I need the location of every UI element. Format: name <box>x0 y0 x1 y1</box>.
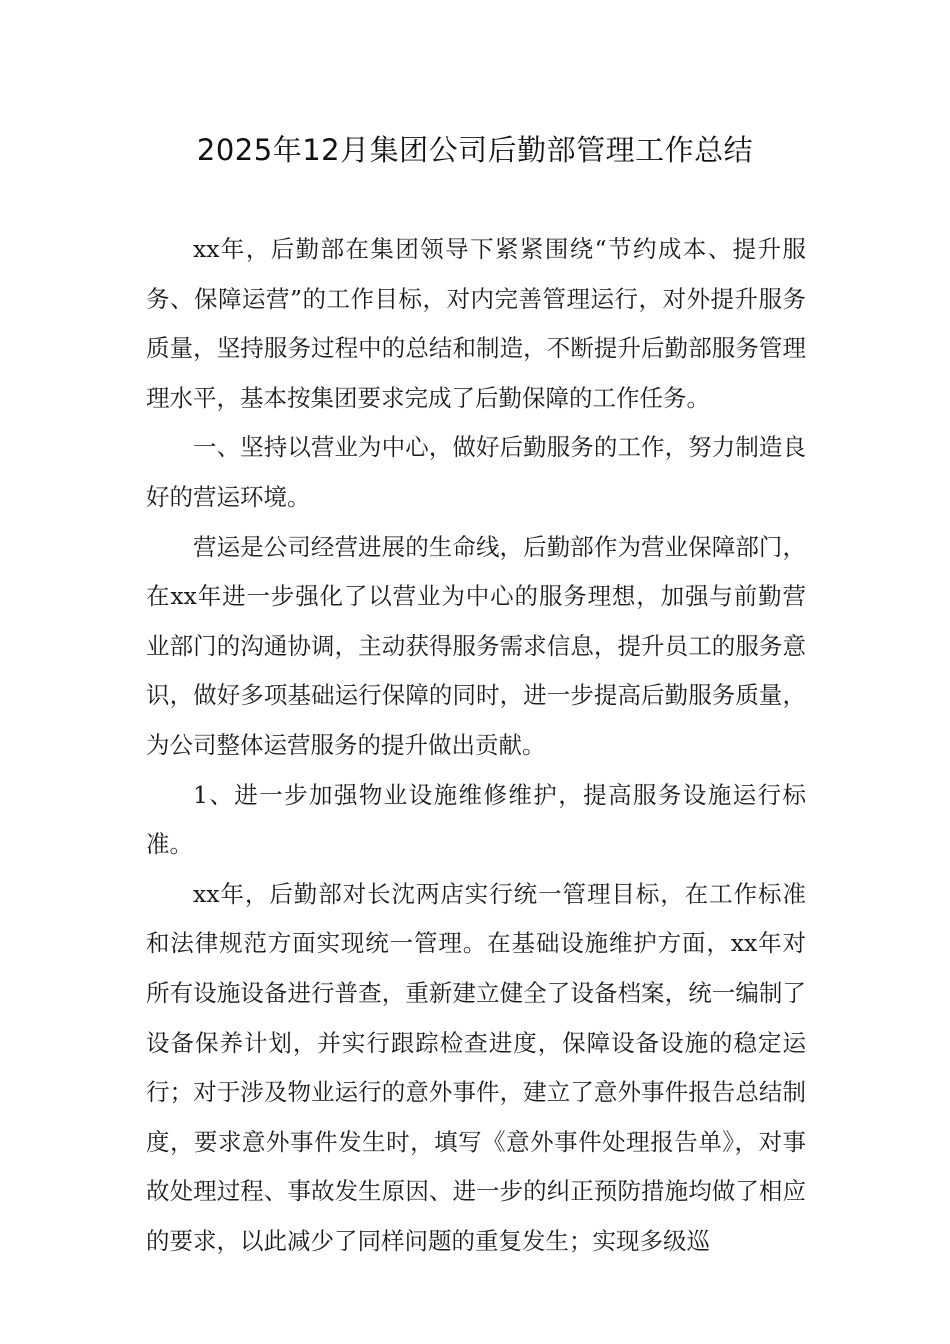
document-body <box>146 225 806 1266</box>
subsection-heading-1: 1、进一步加强物业设施维修维护，提高服务设施运行标准。 <box>146 780 806 859</box>
paragraph-maintenance: xx年，后勤部对长沈两店实行统一管理目标，在工作标准和法律规范方面实现统一管理。在基础设施维护方面，xx年对所有设施设备进行普查，重新建立健全了设备档案，统一编制了设备保养计划，并实行跟踪检查进度，保障设备设施的稳定运行；对于涉及物业运行的意外事件，建立了意外事件报告总结制度，要求意外事件发生时，填写《意外事件处理报告单》，对事故处理过程、事故发生原因、进一步的纠正预防措施均做了相应的要求，以此减少了同样问题的重复发生；实现多级巡 <box>146 879 806 1255</box>
section-heading-1: 一、坚持以营业为中心，做好后勤服务的工作，努力制造良好的营运环境。 <box>146 433 806 511</box>
paragraph-operations: 营运是公司经营进展的生命线，后勤部作为营业保障部门，在xx年进一步强化了以营业为中心的服务理想，加强与前勤营业部门的沟通协调，主动获得服务需求信息，提升员工的服务意识，做好多项基础运行保障的同时，进一步提高后勤服务质量，为公司整体运营服务的提升做出贡献。 <box>146 532 806 759</box>
document-title: 2025年12月集团公司后勤部管理工作总结 <box>196 133 754 167</box>
paragraph-intro: xx年，后勤部在集团领导下紧紧围绕“节约成本、提升服务、保障运营”的工作目标，对内完善管理运行，对外提升服务质量，坚持服务过程中的总结和制造，不断提升后勤部服务管理理水平，基本按集团要求完成了后勤保障的工作任务。 <box>146 235 806 412</box>
